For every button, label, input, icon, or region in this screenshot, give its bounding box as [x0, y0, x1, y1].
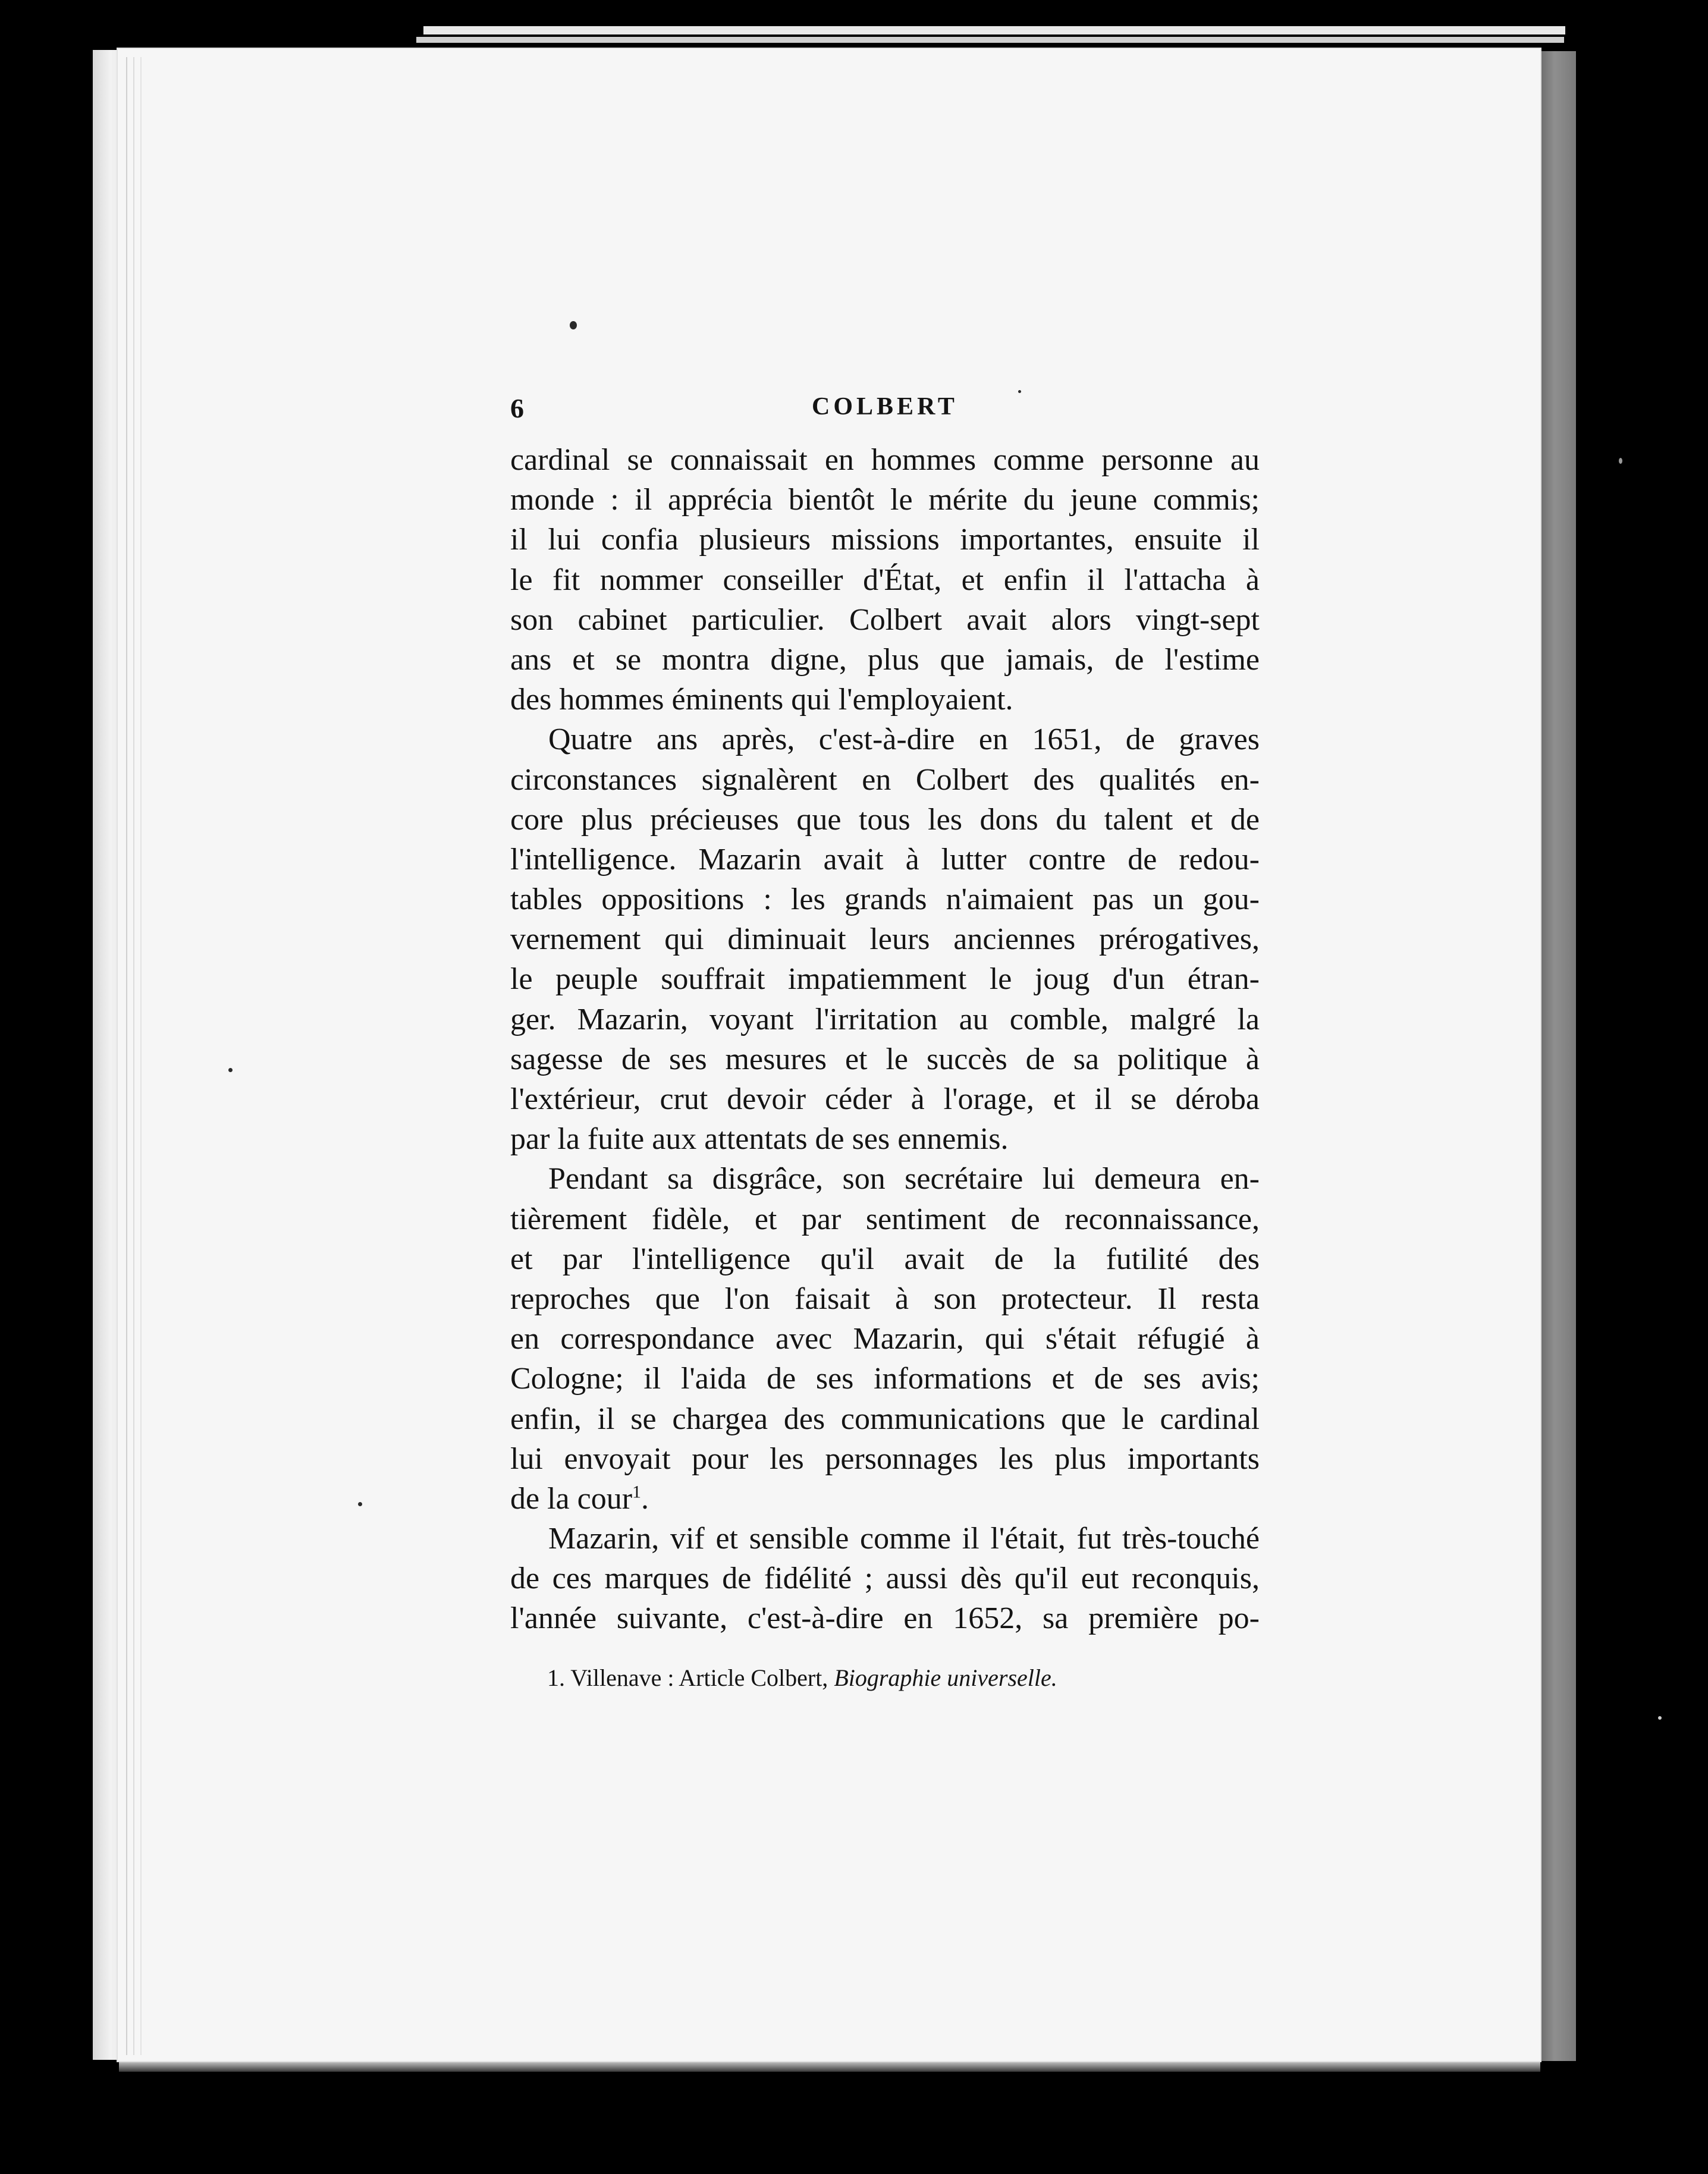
footnote-reference: 1: [632, 1482, 642, 1502]
footnote-text: Villenave : Article Colbert,: [570, 1664, 828, 1691]
text-line: par la fuite aux attentats de ses ennemis.: [510, 1122, 1009, 1157]
text-line: l'intelligence. Mazarin avait à lutter contre de redou-: [510, 842, 1260, 876]
text-line: il lui confia plusieurs missions importantes, ensuite il: [510, 523, 1260, 557]
body-text: [510, 440, 1260, 1639]
text-line: l'année suivante, c'est-à-dire en 1652, sa première po-: [510, 1601, 1260, 1636]
text-line: Pendant sa disgrâce, son secrétaire lui demeura en-: [548, 1162, 1260, 1196]
text-line: cardinal se connaissait en hommes comme personne au: [510, 443, 1260, 477]
page-stack-edge: [423, 26, 1565, 34]
text-line: en correspondance avec Mazarin, qui s'était réfugié à: [510, 1322, 1260, 1356]
line-end-mark: .: [641, 1481, 649, 1516]
page-edge-line: [126, 57, 130, 2055]
text-line: l'extérieur, crut devoir céder à l'orage, et il se déroba: [510, 1082, 1260, 1116]
text-line: ans et se montra digne, plus que jamais, de l'estime: [510, 642, 1260, 677]
text-line: sagesse de ses mesures et le succès de sa politique à: [510, 1042, 1260, 1076]
text-line: Mazarin, vif et sensible comme il l'était, fut très-touché: [548, 1522, 1260, 1556]
page-edge-line: [133, 57, 137, 2055]
text-line-with-footnote: [510, 1479, 1260, 1519]
text-line: de la cour: [510, 1481, 633, 1516]
dust-speck: [1619, 458, 1622, 464]
footnote: [547, 1664, 1261, 1692]
text-line: le peuple souffrait impatiemment le joug d'un étran-: [510, 962, 1260, 997]
text-line: circonstances signalèrent en Colbert des qualités en-: [510, 762, 1260, 797]
text-line: Quatre ans après, c'est-à-dire en 1651, de graves: [548, 722, 1260, 757]
page-stack-edge: [416, 37, 1564, 43]
page-edge-line: [140, 57, 144, 2055]
text-line: des hommes éminents qui l'employaient.: [510, 683, 1013, 717]
dust-speck: [1658, 1716, 1662, 1720]
text-line: son cabinet particulier. Colbert avait alors vingt-sept: [510, 602, 1260, 637]
text-line: Cologne; il l'aida de ses informations et de ses avis;: [510, 1362, 1260, 1396]
text-line: de ces marques de fidélité ; aussi dès qu'il eut reconquis,: [510, 1562, 1260, 1596]
running-head: [510, 392, 1260, 428]
page-bottom-edge: [119, 2062, 1540, 2072]
text-line: ger. Mazarin, voyant l'irritation au comble, malgré la: [510, 1002, 1260, 1036]
text-line: le fit nommer conseiller d'État, et enfin il l'attacha à: [510, 563, 1260, 597]
text-line: tables oppositions : les grands n'aimaient pas un gou-: [510, 882, 1260, 917]
dust-speck: [228, 1068, 233, 1072]
text-line: core plus précieuses que tous les dons du talent et de: [510, 802, 1260, 837]
text-line: lui envoyait pour les personnages les plus importants: [510, 1441, 1260, 1476]
text-line: reproches que l'on faisait à son protecteur. Il resta: [510, 1281, 1260, 1316]
dust-speck: [570, 321, 577, 329]
text-line: vernement qui diminuait leurs anciennes prérogatives,: [510, 922, 1260, 957]
running-title: COLBERT: [812, 393, 958, 420]
dust-speck: [358, 1502, 362, 1506]
page-right-shadow: [1540, 51, 1576, 2061]
text-line: monde : il apprécia bientôt le mérite du jeune commis;: [510, 483, 1260, 517]
text-line: enfin, il se chargea des communications que le cardinal: [510, 1402, 1260, 1436]
page-number: 6: [510, 393, 524, 423]
text-line: tièrement fidèle, et par sentiment de reconnaissance,: [510, 1202, 1260, 1236]
footnote-work-title: Biographie universelle.: [834, 1664, 1057, 1691]
text-line: et par l'intelligence qu'il avait de la futilité des: [510, 1242, 1260, 1276]
footnote-number: 1.: [547, 1664, 565, 1691]
